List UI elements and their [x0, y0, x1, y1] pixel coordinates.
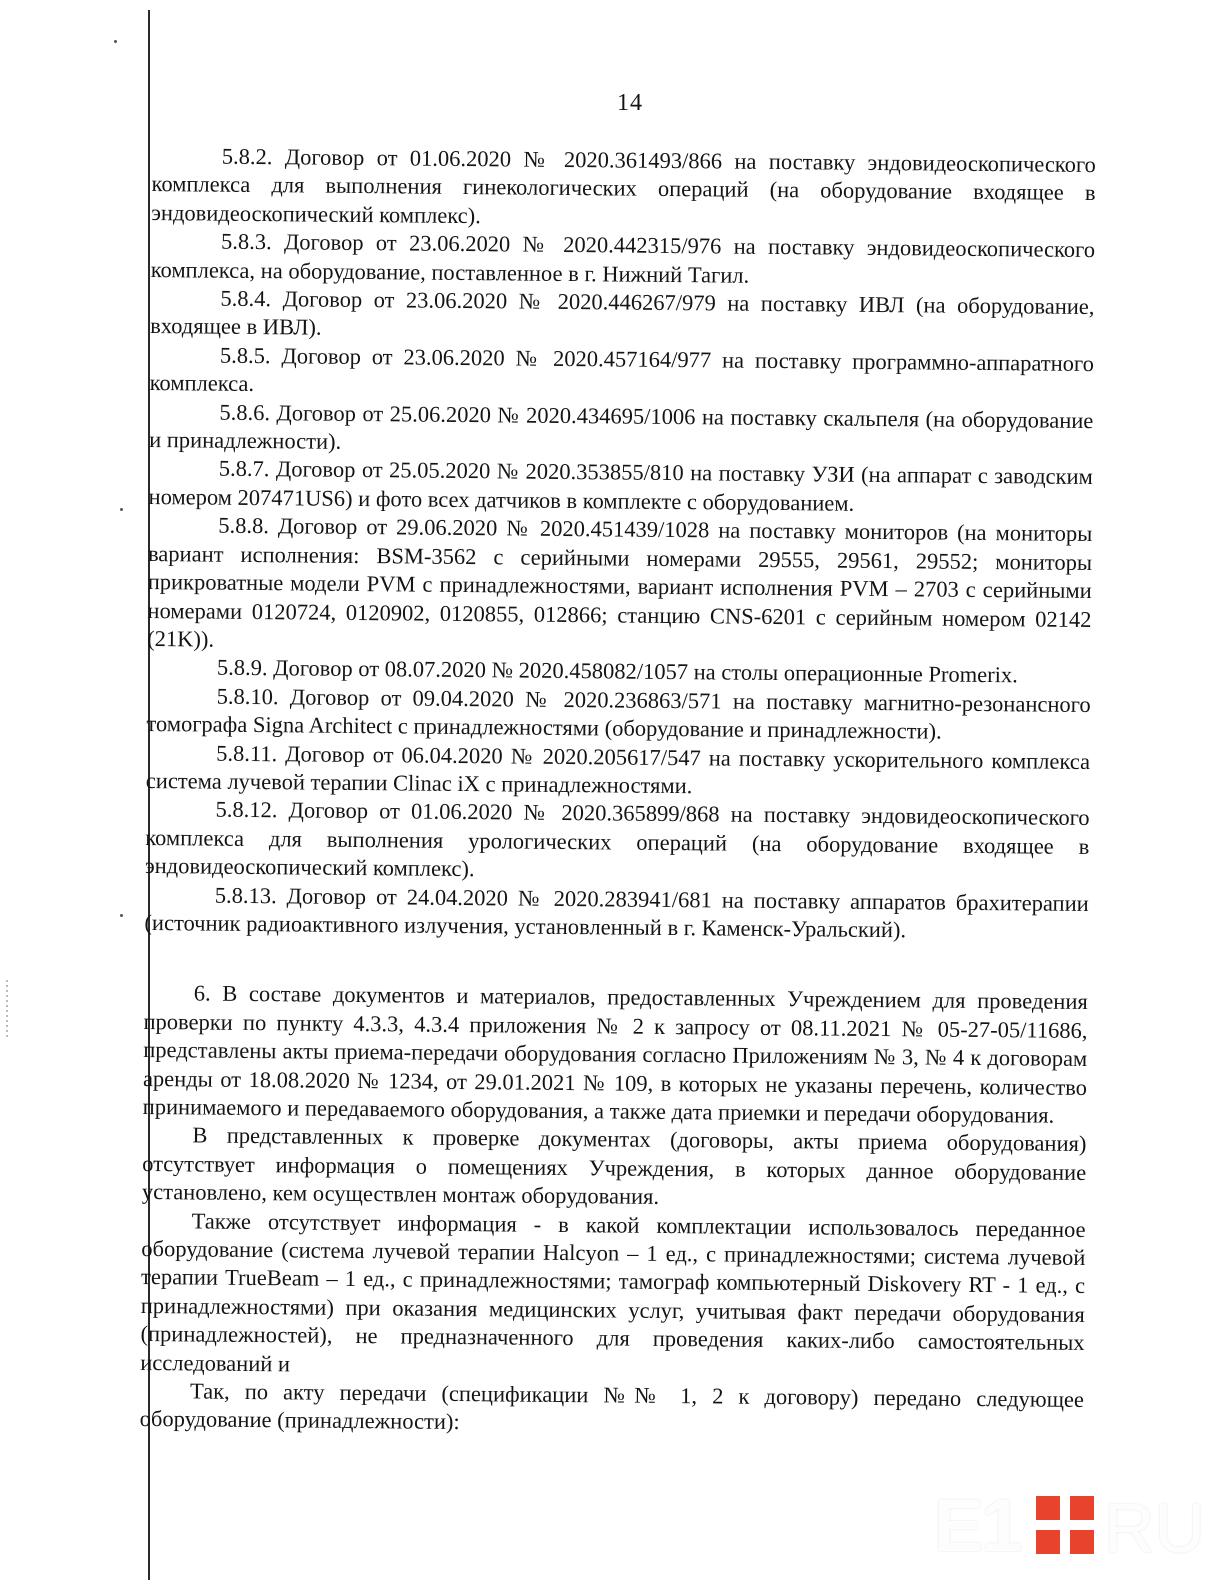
- clause-5-8-6: 5.8.6. Договор от 25.06.2020 № 2020.434695/1006 на поставку скальпеля (на оборудование и принадлежности).: [149, 399, 1094, 454]
- clause-5-8-5: 5.8.5. Договор от 23.06.2020 № 2020.457164/977 на поставку программно-аппаратного комплекса.: [149, 342, 1095, 397]
- paragraph-configuration: Также отсутствует информация - в какой комплектации использовалось переданное оборудование (система лучевой терапии Halcyon – 1 ед., с принадлежностями; система лучевой терапии TrueBeam – 1 ед., с принадлежностями; тамограф компьютерный Diskovery RT - 1 ед., с принадлежностями) при оказания медицинских услуг, учитывая факт передачи оборудования (принадлежностей), не предназначенного для проведения каких-либо самостоятельных исследований и: [140, 1208, 1086, 1377]
- paragraph-premises: В представленных к проверке документах (договоры, акты приема оборудования) отсутствует информация о помещениях Учреждения, в которых данное оборудование установлено, кем осуществлен монтаж оборудования.: [141, 1122, 1087, 1210]
- document-body: [140, 142, 1096, 1443]
- scan-speck: [114, 40, 117, 43]
- clause-5-8-11: 5.8.11. Договор от 06.04.2020 № 2020.205617/547 на поставку ускорительного комплекса система лучевой терапии Clinac iX с принадлежностями.: [145, 740, 1091, 799]
- watermark-plus-icon-bar: [1036, 1520, 1094, 1530]
- clause-5-8-7: 5.8.7. Договор от 25.05.2020 № 2020.353855/810 на поставку УЗИ (на аппарат с заводским номером 207471US6) и фото всех датчиков в комплекте с оборудованием.: [148, 456, 1093, 516]
- watermark-brand-right: RU: [1104, 1489, 1206, 1567]
- clause-5-8-8: 5.8.8. Договор от 29.06.2020 № 2020.451439/1028 на поставку мониторов (на мониторы вариант исполнения: BSM-3562 с серийными номерами 29555, 29561, 29552; мониторы прикроватные модели PVM с принадлежностями, вариант исполнения PVM – 2703 с серийными номерами 0120724, 0120902, 0120855, 012866; станцию CNS-6201 с серийным номером 02142 (21K)).: [147, 512, 1093, 652]
- scan-speck: [120, 914, 123, 917]
- paragraph-transfer-act: Так, по акту передачи (спецификации №№ 1, 2 к договору) передано следующее оборудование (принадлежности):: [139, 1378, 1085, 1435]
- clause-5-8-12: 5.8.12. Договор от 01.06.2020 № 2020.365899/868 на поставку эндовидеоскопического комплекса для выполнения урологических операций (на оборудование входящее в эндовидеоскопический комплекс).: [144, 796, 1090, 882]
- paragraph-6: 6. В составе документов и материалов, предоставленных Учреждением для проведения проверки по пункту 4.3.3, 4.3.4 приложения № 2 к запросу от 08.11.2021 № 05-27-05/11686, представлены акты приема-передачи оборудования согласно Приложениям № 3, № 4 к договорам аренды от 18.08.2020 № 1234, от 29.01.2021 № 109, в которых не указаны перечень, количество принимаемого и передаваемого оборудования, а также дата приемки и передачи оборудования.: [142, 980, 1088, 1128]
- e1-ru-watermark-logo: [928, 1482, 1224, 1574]
- page-number: 14: [617, 90, 643, 116]
- scan-speck: [120, 508, 123, 511]
- watermark-brand-left: E1: [934, 1484, 1021, 1567]
- clause-5-8-10: 5.8.10. Договор от 09.04.2020 № 2020.236863/571 на поставку магнитно-резонансного томографа Signa Architect с принадлежностями (оборудование и принадлежности).: [146, 683, 1091, 744]
- clause-5-8-2: 5.8.2. Договор от 01.06.2020 № 2020.361493/866 на поставку эндовидеоскопического комплекса для выполнения гинекологических операций (на оборудование входящее в эндовидеоскопический комплекс).: [151, 143, 1096, 228]
- clause-5-8-9: 5.8.9. Договор от 08.07.2020 № 2020.458082/1057 на столы операционные Promerix.: [216, 654, 1018, 688]
- scan-edge-artifact: [6, 980, 8, 1040]
- clause-5-8-4: 5.8.4. Договор от 23.06.2020 № 2020.446267/979 на поставку ИВЛ (на оборудование, входящее в ИВЛ).: [150, 285, 1095, 341]
- clause-5-8-13: 5.8.13. Договор от 24.04.2020 № 2020.283941/681 на поставку аппаратов брахитерапии (источник радиоактивного излучения, установленный в г. Каменск-Уральский).: [144, 882, 1089, 943]
- clause-5-8-3: 5.8.3. Договор от 23.06.2020 № 2020.442315/976 на поставку эндовидеоскопического комплекса, на оборудование, поставленное в г. Нижний Тагил.: [150, 228, 1096, 288]
